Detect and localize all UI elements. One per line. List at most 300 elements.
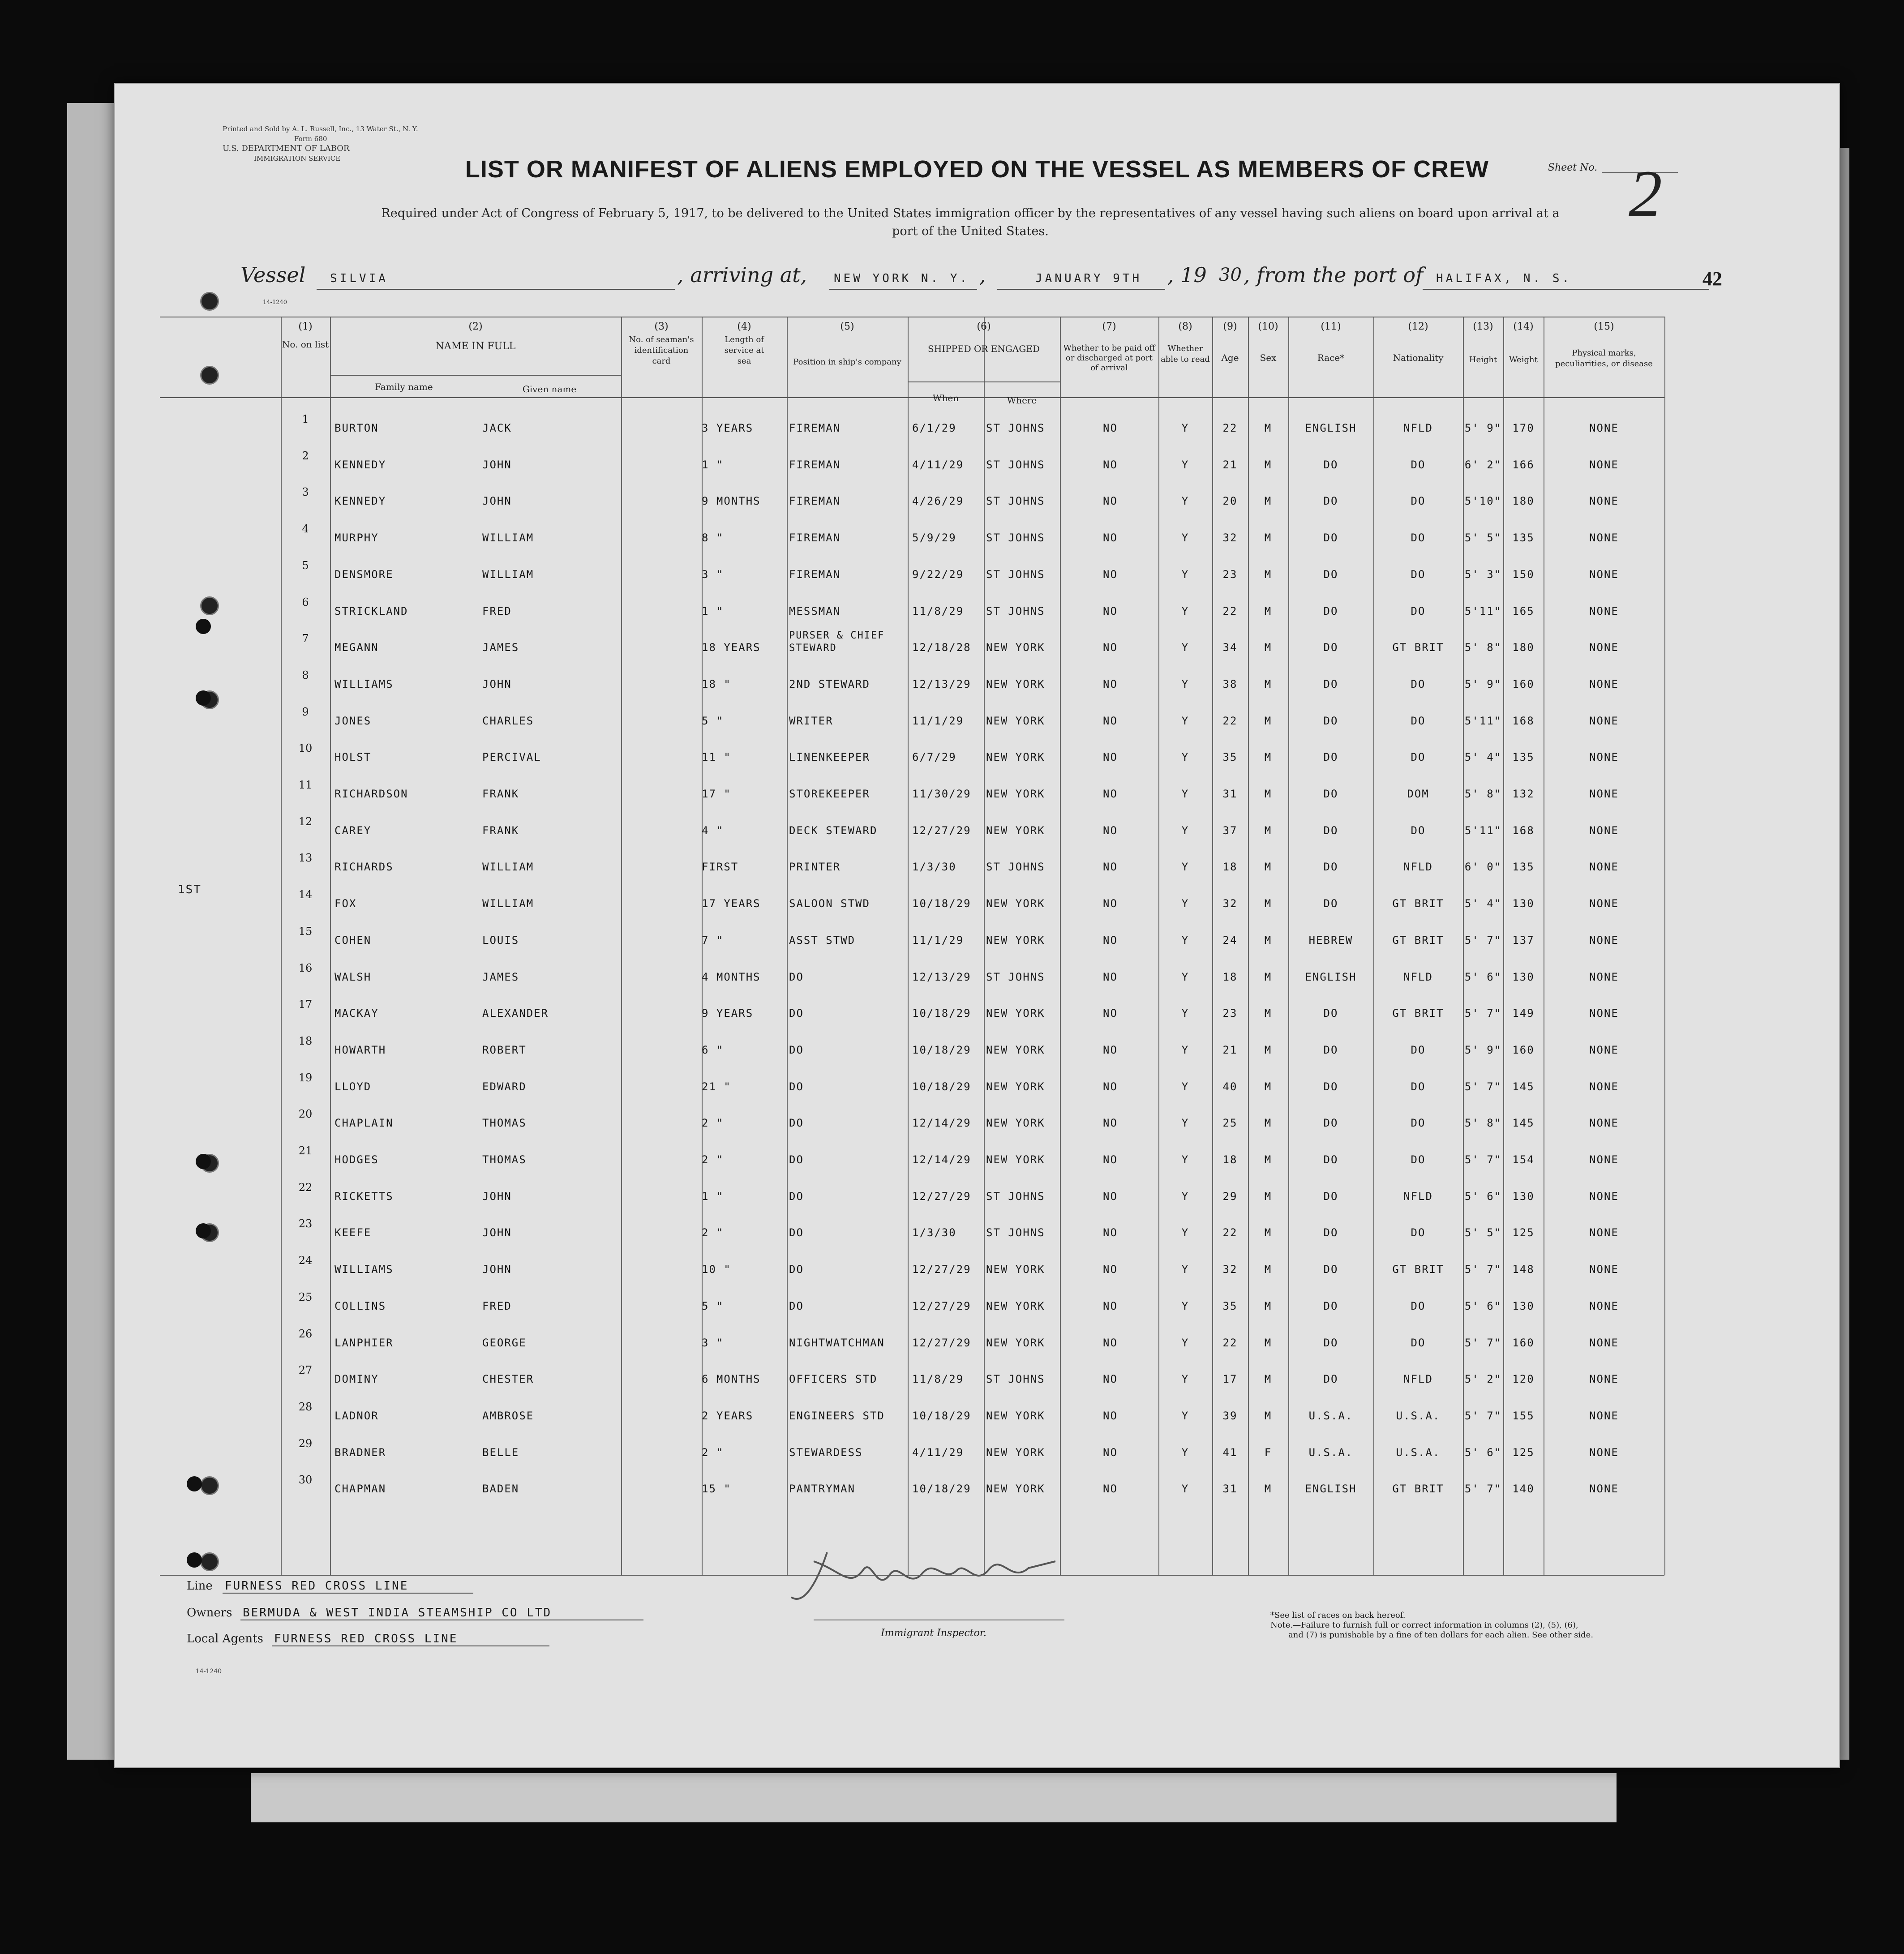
cell-where: NEW YORK: [986, 788, 1045, 800]
cell-read: Y: [1181, 641, 1189, 654]
cell-family: KENNEDY: [334, 458, 386, 471]
grid-column-line: [984, 317, 985, 1575]
cell-given: EDWARD: [482, 1080, 527, 1093]
cell-position: NIGHTWATCHMAN: [789, 1336, 885, 1349]
cell-service: 3 YEARS: [702, 422, 754, 434]
cell-weight: 160: [1512, 1043, 1535, 1056]
grid-column-line: [281, 317, 282, 1575]
cell-position: DO: [789, 1117, 804, 1130]
col-num: (2): [468, 321, 483, 332]
cell-race: DO: [1323, 677, 1338, 690]
cell-paid: NO: [1103, 677, 1118, 690]
cell-family: RICHARDS: [334, 861, 394, 874]
cell-paid: NO: [1103, 1299, 1118, 1312]
col-num: (6): [977, 321, 991, 332]
cell-family: BURTON: [334, 422, 379, 434]
cell-when: 11/1/29: [912, 934, 964, 947]
cell-given: PERCIVAL: [482, 751, 541, 764]
cell-race: DO: [1323, 1080, 1338, 1093]
cell-where: NEW YORK: [986, 897, 1045, 910]
cell-race: DO: [1323, 568, 1338, 581]
cell-nat: DO: [1411, 531, 1426, 544]
cell-service: 3 ": [702, 1336, 724, 1349]
cell-read: Y: [1181, 495, 1189, 508]
cell-paid: NO: [1103, 1336, 1118, 1349]
cell-service: 6 ": [702, 1043, 724, 1056]
cell-nat: NFLD: [1403, 1373, 1433, 1386]
cell-marks: NONE: [1589, 788, 1619, 800]
vessel-label: Vessel: [240, 263, 306, 287]
cell-weight: 135: [1512, 531, 1535, 544]
cell-height: 5' 7": [1464, 1007, 1502, 1020]
binder-hole: [200, 366, 219, 385]
cell-when: 10/18/29: [912, 1409, 971, 1422]
cell-read: Y: [1181, 824, 1189, 837]
page-title: LIST OR MANIFEST OF ALIENS EMPLOYED ON THE VESSEL AS MEMBERS OF CREW: [465, 156, 1489, 183]
cell-no: 20: [298, 1108, 313, 1121]
cell-paid: NO: [1103, 1043, 1118, 1056]
cell-sex: M: [1264, 1226, 1272, 1239]
cell-paid: NO: [1103, 1117, 1118, 1130]
cell-height: 5' 2": [1464, 1373, 1502, 1386]
cell-family: WALSH: [334, 970, 372, 983]
cell-paid: NO: [1103, 1007, 1118, 1020]
cell-family: CAREY: [334, 824, 372, 837]
cell-height: 5' 7": [1464, 1080, 1502, 1093]
cell-no: 7: [302, 632, 309, 645]
cell-service: 9 MONTHS: [702, 495, 761, 508]
col-header-height: Height: [1469, 355, 1497, 364]
cell-where: NEW YORK: [986, 641, 1045, 654]
cell-height: 5'10": [1464, 495, 1502, 508]
cell-nat: DO: [1411, 677, 1426, 690]
cell-position: FIREMAN: [789, 531, 841, 544]
cell-race: HEBREW: [1308, 934, 1353, 947]
cell-race: DO: [1323, 531, 1338, 544]
cell-nat: U.S.A.: [1396, 1409, 1441, 1422]
cell-sex: M: [1264, 1153, 1272, 1166]
col-num: (4): [737, 321, 751, 332]
cell-when: 12/27/29: [912, 1190, 971, 1203]
cell-paid: NO: [1103, 1226, 1118, 1239]
cell-weight: 135: [1512, 861, 1535, 874]
cell-read: Y: [1181, 1373, 1189, 1386]
subtitle-line: port of the United States.: [892, 224, 1049, 238]
grid-row-line: [908, 381, 1060, 382]
cell-family: BRADNER: [334, 1446, 386, 1459]
cell-read: Y: [1181, 1043, 1189, 1056]
cell-paid: NO: [1103, 1263, 1118, 1276]
cell-given: AMBROSE: [482, 1409, 534, 1422]
cell-read: Y: [1181, 604, 1189, 617]
cell-nat: DO: [1411, 1153, 1426, 1166]
col-header-shipped: SHIPPED OR ENGAGED: [928, 343, 1040, 354]
col-num: (10): [1258, 321, 1278, 332]
cell-sex: M: [1264, 788, 1272, 800]
cell-age: 22: [1222, 714, 1238, 727]
cell-family: COLLINS: [334, 1299, 386, 1312]
cell-read: Y: [1181, 970, 1189, 983]
col-num: (5): [840, 321, 854, 332]
cell-height: 5' 4": [1464, 751, 1502, 764]
cell-given: LOUIS: [482, 934, 519, 947]
cell-service: 15 ": [702, 1483, 731, 1495]
form-number: Form 680: [294, 135, 327, 143]
cell-position: PRINTER: [789, 861, 841, 874]
cell-weight: 165: [1512, 604, 1535, 617]
cell-height: 5' 5": [1464, 1226, 1502, 1239]
col-header-when: When: [932, 393, 959, 403]
cell-where: NEW YORK: [986, 1153, 1045, 1166]
cell-marks: NONE: [1589, 1446, 1619, 1459]
punch-dot: [187, 1552, 202, 1568]
cell-given: CHESTER: [482, 1373, 534, 1386]
arriving-port: NEW YORK N. Y.: [834, 272, 970, 285]
cell-read: Y: [1181, 1336, 1189, 1349]
grid-column-line: [908, 317, 909, 1575]
sheet-number: 2: [1629, 157, 1662, 231]
cell-nat: DO: [1411, 1299, 1426, 1312]
cell-sex: M: [1264, 1007, 1272, 1020]
underlying-sheet: [251, 1773, 1617, 1822]
cell-where: ST JOHNS: [986, 604, 1045, 617]
cell-given: BELLE: [482, 1446, 519, 1459]
from-label: , from the port of: [1244, 263, 1424, 287]
cell-given: GEORGE: [482, 1336, 527, 1349]
cell-nat: DOM: [1407, 788, 1429, 800]
cell-marks: NONE: [1589, 1080, 1619, 1093]
cell-position: 2ND STEWARD: [789, 677, 870, 690]
cell-height: 5' 7": [1464, 1409, 1502, 1422]
cell-paid: NO: [1103, 970, 1118, 983]
cell-service: 8 ": [702, 531, 724, 544]
cell-marks: NONE: [1589, 641, 1619, 654]
cell-sex: M: [1264, 531, 1272, 544]
cell-service: 21 ": [702, 1080, 731, 1093]
cell-weight: 135: [1512, 751, 1535, 764]
cell-weight: 166: [1512, 458, 1535, 471]
col-num: (1): [298, 321, 313, 332]
cell-marks: NONE: [1589, 1373, 1619, 1386]
cell-weight: 180: [1512, 641, 1535, 654]
cell-height: 5' 6": [1464, 970, 1502, 983]
cell-position: DO: [789, 1080, 804, 1093]
cell-when: 12/13/29: [912, 970, 971, 983]
cell-age: 22: [1222, 604, 1238, 617]
cell-height: 5' 7": [1464, 1263, 1502, 1276]
binder-hole: [200, 596, 219, 615]
cell-nat: NFLD: [1403, 1190, 1433, 1203]
cell-read: Y: [1181, 788, 1189, 800]
cell-position: DO: [789, 1263, 804, 1276]
cell-family: HODGES: [334, 1153, 379, 1166]
cell-given: JOHN: [482, 495, 512, 508]
cell-paid: NO: [1103, 751, 1118, 764]
cell-service: FIRST: [702, 861, 739, 874]
cell-sex: M: [1264, 1336, 1272, 1349]
cell-marks: NONE: [1589, 1226, 1619, 1239]
cell-weight: 130: [1512, 1299, 1535, 1312]
cell-given: JOHN: [482, 1226, 512, 1239]
cell-when: 4/11/29: [912, 1446, 964, 1459]
cell-when: 11/30/29: [912, 788, 971, 800]
cell-position: DO: [789, 1190, 804, 1203]
cell-family: CHAPLAIN: [334, 1117, 394, 1130]
cell-paid: NO: [1103, 714, 1118, 727]
cell-given: FRED: [482, 1299, 512, 1312]
cell-family: RICKETTS: [334, 1190, 394, 1203]
year-prefix: , 19: [1167, 263, 1207, 287]
cell-race: DO: [1323, 861, 1338, 874]
cell-when: 12/14/29: [912, 1153, 971, 1166]
cell-no: 1: [302, 413, 309, 425]
cell-sex: M: [1264, 897, 1272, 910]
cell-when: 4/11/29: [912, 458, 964, 471]
col-header-paid: Whether to be paid off or discharged at port of arrival: [1063, 343, 1155, 373]
inspector-label: Immigrant Inspector.: [881, 1628, 986, 1639]
col-header-service: Length of service at sea: [724, 335, 764, 366]
cell-sex: M: [1264, 1043, 1272, 1056]
line-label: Line: [187, 1579, 213, 1593]
cell-no: 6: [302, 596, 309, 608]
cell-where: NEW YORK: [986, 751, 1045, 764]
punch-dot: [196, 1154, 211, 1169]
punch-dot: [187, 1476, 202, 1491]
binder-hole: [200, 1476, 219, 1495]
service: IMMIGRATION SERVICE: [254, 154, 341, 163]
line-value: FURNESS RED CROSS LINE: [225, 1579, 409, 1593]
arrival-date: JANUARY 9TH: [1035, 272, 1142, 285]
cell-no: 11: [298, 779, 313, 791]
cell-height: 5' 7": [1464, 1153, 1502, 1166]
cell-read: Y: [1181, 1153, 1189, 1166]
cell-family: HOWARTH: [334, 1043, 386, 1056]
cell-family: KEEFE: [334, 1226, 372, 1239]
cell-race: U.S.A.: [1308, 1409, 1353, 1422]
cell-where: NEW YORK: [986, 824, 1045, 837]
cell-age: 20: [1222, 495, 1238, 508]
cell-age: 32: [1222, 1263, 1238, 1276]
binder-hole: [200, 1552, 219, 1571]
owners-value: BERMUDA & WEST INDIA STEAMSHIP CO LTD: [243, 1606, 552, 1620]
cell-when: 6/1/29: [912, 422, 956, 434]
cell-sex: M: [1264, 1190, 1272, 1203]
cell-sex: M: [1264, 1409, 1272, 1422]
cell-read: Y: [1181, 1226, 1189, 1239]
punch-dot: [196, 690, 211, 706]
cell-weight: 120: [1512, 1373, 1535, 1386]
cell-nat: DO: [1411, 495, 1426, 508]
col-header-given: Given name: [522, 384, 577, 394]
cell-height: 5' 9": [1464, 422, 1502, 434]
cell-read: Y: [1181, 422, 1189, 434]
cell-age: 25: [1222, 1117, 1238, 1130]
cell-weight: 125: [1512, 1226, 1535, 1239]
cell-when: 12/27/29: [912, 1263, 971, 1276]
cell-weight: 149: [1512, 1007, 1535, 1020]
cell-height: 5' 6": [1464, 1190, 1502, 1203]
cell-race: DO: [1323, 1190, 1338, 1203]
cell-position: PANTRYMAN: [789, 1483, 856, 1495]
cell-age: 23: [1222, 1007, 1238, 1020]
cell-no: 16: [298, 961, 313, 974]
cell-sex: M: [1264, 1299, 1272, 1312]
cell-sex: M: [1264, 458, 1272, 471]
cell-given: WILLIAM: [482, 568, 534, 581]
cell-paid: NO: [1103, 1190, 1118, 1203]
cell-nat: GT BRIT: [1392, 1007, 1444, 1020]
cell-paid: NO: [1103, 458, 1118, 471]
cell-race: DO: [1323, 458, 1338, 471]
cell-marks: NONE: [1589, 824, 1619, 837]
cell-sex: M: [1264, 568, 1272, 581]
cell-race: U.S.A.: [1308, 1446, 1353, 1459]
col-num: (9): [1223, 321, 1237, 332]
cell-position: STEWARDESS: [789, 1446, 863, 1459]
cell-where: NEW YORK: [986, 677, 1045, 690]
cell-service: 2 ": [702, 1117, 724, 1130]
cell-race: DO: [1323, 604, 1338, 617]
cell-service: 10 ": [702, 1263, 731, 1276]
cell-height: 5' 7": [1464, 1336, 1502, 1349]
cell-no: 9: [302, 705, 309, 718]
cell-height: 5'11": [1464, 824, 1502, 837]
cell-given: WILLIAM: [482, 897, 534, 910]
cell-height: 5' 6": [1464, 1299, 1502, 1312]
col-num: (8): [1178, 321, 1192, 332]
cell-service: 4 MONTHS: [702, 970, 761, 983]
cell-age: 31: [1222, 1483, 1238, 1495]
cell-family: MEGANN: [334, 641, 379, 654]
cell-service: 6 MONTHS: [702, 1373, 761, 1386]
cell-when: 12/14/29: [912, 1117, 971, 1130]
cell-family: HOLST: [334, 751, 372, 764]
cell-sex: M: [1264, 1483, 1272, 1495]
cell-service: 18 YEARS: [702, 641, 761, 654]
cell-sex: M: [1264, 495, 1272, 508]
cell-when: 9/22/29: [912, 568, 964, 581]
cell-sex: M: [1264, 861, 1272, 874]
cell-nat: NFLD: [1403, 861, 1433, 874]
grid-column-line: [1664, 317, 1665, 1575]
cell-no: 3: [302, 486, 309, 499]
cell-nat: GT BRIT: [1392, 897, 1444, 910]
col-header-family: Family name: [375, 381, 433, 392]
cell-race: ENGLISH: [1305, 970, 1357, 983]
cell-service: 4 ": [702, 824, 724, 837]
cell-when: 12/27/29: [912, 824, 971, 837]
cell-no: 30: [298, 1474, 313, 1487]
cell-paid: NO: [1103, 531, 1118, 544]
punch-dot: [196, 619, 211, 634]
cell-race: DO: [1323, 1007, 1338, 1020]
cell-when: 11/8/29: [912, 1373, 964, 1386]
manifest-sheet: [114, 83, 1840, 1768]
cell-where: ST JOHNS: [986, 1226, 1045, 1239]
cell-when: 10/18/29: [912, 897, 971, 910]
grid-column-line: [1060, 317, 1061, 1575]
col-num: (13): [1473, 321, 1493, 332]
cell-nat: NFLD: [1403, 422, 1433, 434]
cell-paid: NO: [1103, 861, 1118, 874]
cell-height: 5' 8": [1464, 641, 1502, 654]
cell-family: CHAPMAN: [334, 1483, 386, 1495]
cell-where: NEW YORK: [986, 1483, 1045, 1495]
cell-nat: GT BRIT: [1392, 1483, 1444, 1495]
cell-marks: NONE: [1589, 1043, 1619, 1056]
cell-family: WILLIAMS: [334, 1263, 394, 1276]
cell-read: Y: [1181, 677, 1189, 690]
cell-sex: M: [1264, 677, 1272, 690]
cell-read: Y: [1181, 1117, 1189, 1130]
cell-position: PURSER & CHIEF STEWARD: [789, 630, 885, 654]
cell-age: 18: [1222, 861, 1238, 874]
cell-marks: NONE: [1589, 1007, 1619, 1020]
cell-when: 12/27/29: [912, 1299, 971, 1312]
cell-sex: M: [1264, 1117, 1272, 1130]
cell-where: ST JOHNS: [986, 1373, 1045, 1386]
cell-where: NEW YORK: [986, 1007, 1045, 1020]
cell-height: 5' 7": [1464, 934, 1502, 947]
cell-paid: NO: [1103, 641, 1118, 654]
cell-position: LINENKEEPER: [789, 751, 870, 764]
cell-marks: NONE: [1589, 751, 1619, 764]
cell-when: 10/18/29: [912, 1080, 971, 1093]
col-header-age: Age: [1221, 352, 1239, 363]
cell-weight: 154: [1512, 1153, 1535, 1166]
cell-age: 21: [1222, 1043, 1238, 1056]
cell-nat: DO: [1411, 1080, 1426, 1093]
cell-nat: DO: [1411, 714, 1426, 727]
cell-service: 18 ": [702, 677, 731, 690]
cell-paid: NO: [1103, 1373, 1118, 1386]
col-header-sex: Sex: [1260, 352, 1277, 363]
cell-nat: GT BRIT: [1392, 934, 1444, 947]
cell-race: DO: [1323, 1373, 1338, 1386]
cell-no: 22: [298, 1181, 313, 1194]
cell-service: 5 ": [702, 1299, 724, 1312]
cell-age: 17: [1222, 1373, 1238, 1386]
cell-service: 1 ": [702, 458, 724, 471]
cell-weight: 125: [1512, 1446, 1535, 1459]
cell-family: WILLIAMS: [334, 677, 394, 690]
cell-height: 5' 3": [1464, 568, 1502, 581]
cell-race: DO: [1323, 641, 1338, 654]
cell-position: FIREMAN: [789, 568, 841, 581]
cell-where: ST JOHNS: [986, 568, 1045, 581]
cell-race: DO: [1323, 1263, 1338, 1276]
cell-nat: GT BRIT: [1392, 1263, 1444, 1276]
cell-no: 24: [298, 1254, 313, 1267]
cell-marks: NONE: [1589, 568, 1619, 581]
cell-sex: M: [1264, 1373, 1272, 1386]
note-line: *See list of races on back hereof.: [1270, 1611, 1406, 1620]
cell-no: 14: [298, 888, 313, 901]
cell-height: 5' 9": [1464, 1043, 1502, 1056]
cell-age: 22: [1222, 1336, 1238, 1349]
cell-weight: 145: [1512, 1080, 1535, 1093]
cell-height: 5'11": [1464, 714, 1502, 727]
cell-sex: F: [1264, 1446, 1272, 1459]
cell-weight: 137: [1512, 934, 1535, 947]
cell-read: Y: [1181, 1299, 1189, 1312]
cell-nat: DO: [1411, 1117, 1426, 1130]
cell-where: ST JOHNS: [986, 1190, 1045, 1203]
cell-when: 5/9/29: [912, 531, 956, 544]
cell-family: JONES: [334, 714, 372, 727]
cell-service: 1 ": [702, 604, 724, 617]
cell-nat: DO: [1411, 568, 1426, 581]
